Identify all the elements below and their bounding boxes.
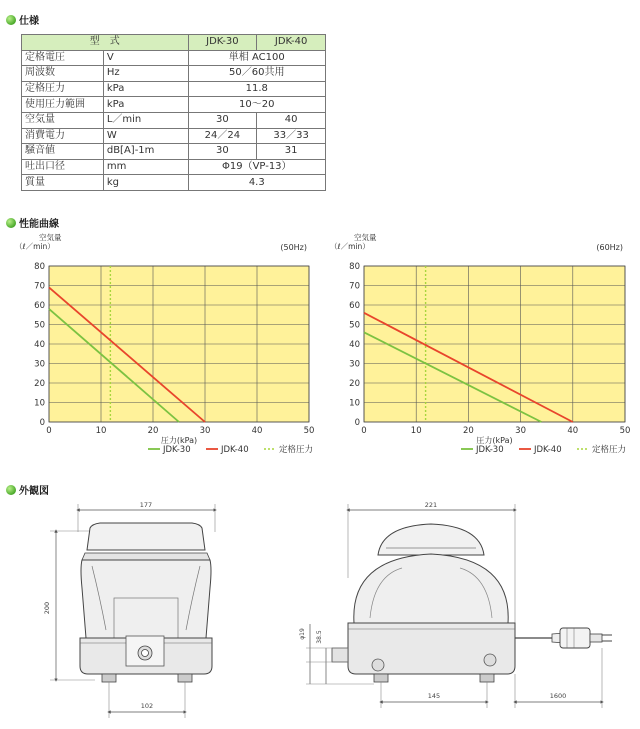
y-tick-label: 10 [349,398,360,409]
y-tick-label: 20 [349,379,360,389]
spec-cell-jdk30: 30 [188,144,257,160]
x-tick-label: 20 [147,426,159,436]
legend-label: 定格圧力 [592,445,627,455]
spec-header-model: JDK-30 [188,35,257,51]
front-bottom-label: 102 [140,702,154,710]
spec-heading-label: 仕様 [19,16,39,27]
legend-label: JDK-30 [476,445,504,455]
spec-cell-jdk40: 33／33 [257,128,326,144]
spec-cell-jdk40: 31 [257,144,326,160]
y-tick-label: 50 [349,320,360,331]
spec-row [22,81,326,97]
x-tick-label: 10 [95,426,107,436]
side-bottom-label: 145 [427,692,441,700]
y-axis-title: 空気量 [39,233,62,242]
spec-cell-value: 50／60共用 [188,66,325,82]
y-tick-label: 60 [34,301,45,311]
spec-row [22,128,326,144]
front-height-label: 200 [43,601,51,615]
spec-table [21,34,326,191]
spec-row [22,144,326,160]
x-tick-label: 30 [515,426,527,436]
spec-cell-unit: V [103,50,188,66]
spec-cell-item: 周波数 [22,66,104,82]
chart-60hz [318,228,640,463]
spec-cell-jdk30: 24／24 [188,128,257,144]
spec-cell-item: 空気量 [22,112,104,128]
front-width-label: 177 [139,501,153,509]
bullet-icon [6,218,16,228]
spec-cell-unit: L／min [103,112,188,128]
y-tick-label: 0 [354,418,360,428]
spec-cell-jdk30: 30 [188,112,257,128]
x-axis-title: 圧力(kPa) [476,436,513,445]
legend-label: JDK-40 [221,445,249,455]
x-tick-label: 40 [567,426,579,436]
chart-title: (60Hz) [596,243,623,252]
chart-title: (50Hz) [280,243,307,252]
y-axis-unit: （ℓ／min） [15,242,55,251]
spec-row [22,175,326,191]
spec-row [22,97,326,113]
y-axis-unit: （ℓ／min） [330,242,370,251]
curve-heading-label: 性能曲線 [19,219,59,230]
y-tick-label: 10 [34,398,45,409]
spec-cell-unit: Hz [103,66,188,82]
spec-cell-item: 吐出口径 [22,159,104,175]
bullet-icon [6,15,16,25]
spec-cell-unit: kPa [103,97,188,113]
spec-cell-item: 質量 [22,175,104,191]
outlet-height-label: 38.5 [316,630,323,644]
spec-cell-value: Φ19（VP-13） [188,159,325,175]
spec-cell-unit: kg [103,175,188,191]
y-tick-label: 0 [39,418,45,428]
y-axis-title: 空気量 [354,233,377,242]
spec-cell-jdk40: 40 [257,112,326,128]
spec-cell-value: 10〜20 [188,97,325,113]
y-tick-label: 20 [34,379,45,389]
legend-label: JDK-40 [534,445,562,455]
x-axis-title: 圧力(kPa) [160,436,198,445]
spec-cell-item: 定格圧力 [22,81,104,97]
legend-label: 定格圧力 [279,445,314,455]
y-tick-label: 50 [34,320,45,331]
x-tick-label: 0 [46,426,52,436]
y-tick-label: 80 [34,262,45,272]
spec-row [22,66,326,82]
spec-cell-unit: dB[A]-1m [103,144,188,160]
spec-heading [6,12,39,27]
cord-length-label: 1600 [549,692,567,700]
chart-50hz [0,228,320,463]
front-view-drawing [40,498,240,726]
spec-cell-item: 消費電力 [22,128,104,144]
spec-cell-item: 使用圧力範囲 [22,97,104,113]
spec-cell-unit: mm [103,159,188,175]
side-view-drawing [290,498,635,726]
spec-row [22,112,326,128]
y-tick-label: 40 [34,340,45,350]
spec-cell-value: 4.3 [188,175,325,191]
spec-row [22,50,326,66]
spec-cell-item: 定格電圧 [22,50,104,66]
spec-header-row [22,35,326,51]
x-tick-label: 30 [199,426,211,436]
spec-cell-unit: W [103,128,188,144]
x-tick-label: 50 [303,426,315,436]
x-tick-label: 40 [251,426,263,436]
outline-heading-label: 外観図 [19,486,49,497]
spec-cell-value: 11.8 [188,81,325,97]
spec-row [22,159,326,175]
bullet-icon [6,485,16,495]
spec-header-model: JDK-40 [257,35,326,51]
outlet-dia-label: φ19 [299,628,306,640]
side-width-label: 221 [424,501,438,509]
spec-header-label: 型 式 [22,35,189,51]
outline-heading [6,482,49,497]
spec-cell-unit: kPa [103,81,188,97]
x-tick-label: 10 [410,426,422,436]
y-tick-label: 30 [34,359,45,370]
spec-cell-value: 単相 AC100 [188,50,325,66]
y-tick-label: 70 [34,281,45,292]
spec-cell-item: 騒音値 [22,144,104,160]
x-tick-label: 50 [619,426,631,436]
y-tick-label: 30 [349,359,360,370]
y-tick-label: 40 [349,340,360,350]
x-tick-label: 20 [462,426,474,436]
legend-label: JDK-30 [163,445,191,455]
y-tick-label: 60 [349,301,360,311]
y-tick-label: 70 [349,281,360,292]
x-tick-label: 0 [361,426,367,436]
y-tick-label: 80 [349,262,360,272]
